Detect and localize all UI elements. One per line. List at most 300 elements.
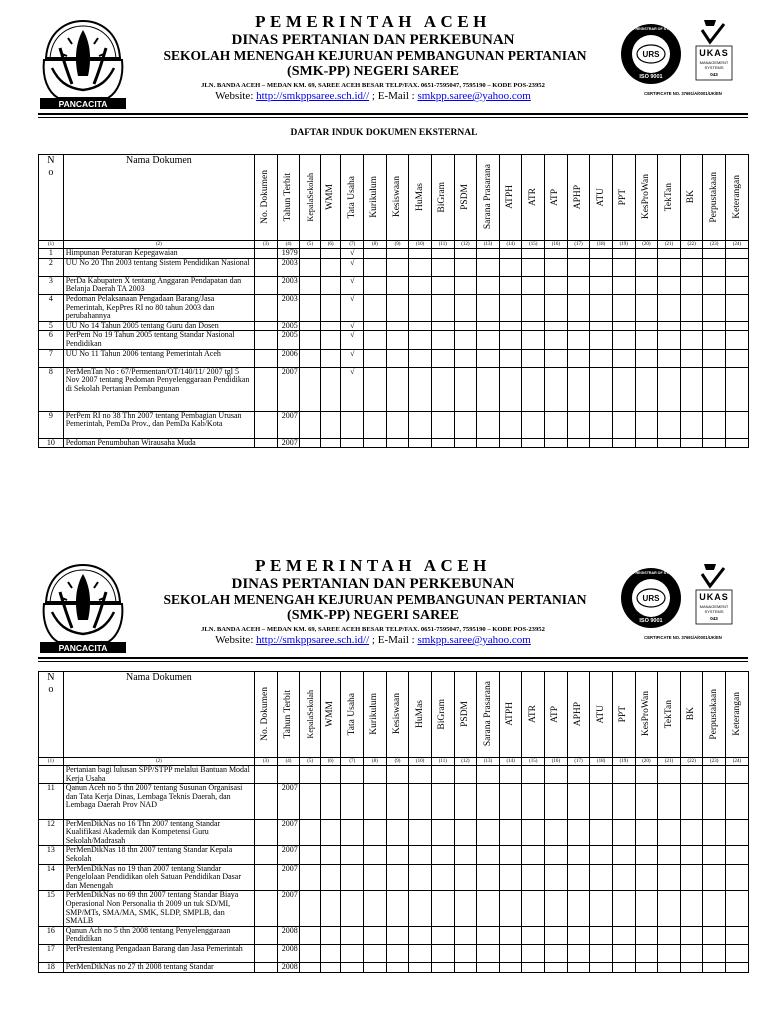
table-cell	[255, 784, 278, 819]
email-link[interactable]: smkpp.saree@yahoo.com	[417, 90, 531, 102]
table-cell	[364, 891, 387, 926]
column-header-no-dokumen: No. Dokumen	[255, 672, 278, 758]
table-cell	[454, 963, 477, 973]
column-header-kepalasekolah: KepalaSekolah	[300, 672, 321, 758]
column-number: (18)	[590, 758, 613, 766]
table-cell	[300, 321, 321, 331]
table-cell	[409, 944, 432, 962]
pancacita-logo-icon	[38, 18, 128, 110]
row-number	[39, 766, 64, 784]
column-number: (7)	[341, 241, 364, 249]
table-cell	[477, 438, 500, 448]
school-short-name: (SMK-PP) NEGERI SAREE	[287, 64, 459, 79]
table-cell	[320, 864, 341, 891]
table-cell	[726, 294, 749, 321]
table-cell	[409, 276, 432, 294]
table-cell	[703, 891, 726, 926]
table-cell	[567, 944, 590, 962]
table-cell	[567, 864, 590, 891]
column-number: (22)	[680, 241, 703, 249]
table-cell	[703, 331, 726, 349]
tata-usaha-cell	[341, 411, 364, 438]
table-cell	[499, 819, 522, 846]
document-name: PerDa Kabupaten X tentang Anggaran Pendapatan dan Belanja Daerah TA 2003	[63, 276, 254, 294]
table-cell	[726, 784, 749, 819]
table-cell	[300, 944, 321, 962]
document-name: Qanun Ach no 5 thn 2008 tentang Penyelenggaraan Pendidikan	[63, 926, 254, 944]
column-number: (12)	[454, 241, 477, 249]
table-cell	[320, 349, 341, 367]
table-cell	[477, 349, 500, 367]
column-header-kurikulum: Kurikulum	[364, 155, 387, 241]
column-number: (8)	[364, 241, 387, 249]
table-cell	[431, 249, 454, 259]
table-cell	[726, 349, 749, 367]
table-cell	[431, 819, 454, 846]
table-row	[39, 819, 749, 846]
table-cell	[703, 864, 726, 891]
letterhead-rule	[38, 657, 748, 662]
column-number: (5)	[300, 241, 321, 249]
table-cell	[658, 438, 681, 448]
table-cell	[545, 784, 568, 819]
website-link[interactable]: http://smkppsaree.sch.id//	[256, 90, 370, 102]
table-cell	[658, 258, 681, 276]
year-published: 2007	[277, 891, 300, 926]
tata-usaha-cell	[341, 331, 364, 349]
table-cell	[612, 963, 635, 973]
table-cell	[255, 321, 278, 331]
table-cell	[635, 294, 658, 321]
column-number: (21)	[658, 758, 681, 766]
check-mark-icon: √	[350, 293, 355, 303]
check-mark-icon: √	[350, 348, 355, 358]
table-cell	[386, 891, 409, 926]
table-cell	[522, 411, 545, 438]
table-cell	[409, 784, 432, 819]
svg-text:ISO 9001: ISO 9001	[639, 74, 663, 80]
column-header-tata-usaha: Tata Usaha	[341, 672, 364, 758]
column-header-humas: HuMas	[409, 672, 432, 758]
column-header-atr: ATR	[522, 155, 545, 241]
table-cell	[703, 258, 726, 276]
table-cell	[300, 766, 321, 784]
table-cell	[477, 331, 500, 349]
table-cell	[477, 294, 500, 321]
table-cell	[431, 367, 454, 411]
table-cell	[522, 963, 545, 973]
row-number: 13	[39, 846, 64, 864]
row-number: 11	[39, 784, 64, 819]
table-cell	[612, 891, 635, 926]
table-cell	[454, 766, 477, 784]
table-cell	[703, 846, 726, 864]
table-cell	[635, 258, 658, 276]
table-cell	[454, 784, 477, 819]
table-cell	[590, 766, 613, 784]
table-row	[39, 944, 749, 962]
table-cell	[431, 321, 454, 331]
table-cell	[658, 864, 681, 891]
table-cell	[255, 819, 278, 846]
table-cell	[409, 766, 432, 784]
table-cell	[320, 766, 341, 784]
table-cell	[703, 963, 726, 973]
table-cell	[454, 411, 477, 438]
year-published: 2007	[277, 846, 300, 864]
column-number: (8)	[364, 758, 387, 766]
table-row	[39, 276, 749, 294]
table-cell	[612, 784, 635, 819]
table-cell	[612, 846, 635, 864]
column-number: (4)	[277, 758, 300, 766]
table-cell	[522, 891, 545, 926]
row-number: 4	[39, 294, 64, 321]
year-published: 2003	[277, 294, 300, 321]
table-cell	[431, 411, 454, 438]
table-cell	[364, 864, 387, 891]
table-cell	[454, 249, 477, 259]
table-cell	[545, 766, 568, 784]
table-cell	[499, 944, 522, 962]
table-cell	[320, 294, 341, 321]
svg-text:URS: URS	[642, 594, 660, 603]
table-cell	[545, 349, 568, 367]
column-header-keterangan: Keterangan	[726, 155, 749, 241]
row-number: 17	[39, 944, 64, 962]
table-cell	[522, 784, 545, 819]
table-cell	[522, 819, 545, 846]
table-cell	[567, 926, 590, 944]
table-cell	[680, 819, 703, 846]
table-cell	[477, 784, 500, 819]
column-number: (13)	[477, 758, 500, 766]
column-number: (17)	[567, 241, 590, 249]
table-cell	[320, 819, 341, 846]
column-header-humas: HuMas	[409, 155, 432, 241]
table-cell	[364, 349, 387, 367]
check-mark-icon: √	[350, 366, 355, 376]
table-cell	[703, 944, 726, 962]
website-link[interactable]: http://smkppsaree.sch.id//	[256, 634, 370, 646]
column-number: (21)	[658, 241, 681, 249]
tata-usaha-cell	[341, 963, 364, 973]
table-cell	[454, 331, 477, 349]
table-cell	[454, 819, 477, 846]
table-cell	[300, 276, 321, 294]
table-cell	[680, 846, 703, 864]
column-header-atu: ATU	[590, 672, 613, 758]
table-cell	[255, 891, 278, 926]
column-number: (6)	[320, 241, 341, 249]
letterhead	[0, 556, 768, 652]
row-number: 1	[39, 249, 64, 259]
table-cell	[658, 891, 681, 926]
table-cell	[364, 819, 387, 846]
column-header-bk: BK	[680, 672, 703, 758]
table-cell	[431, 349, 454, 367]
table-cell	[255, 258, 278, 276]
svg-text:ISO 9001: ISO 9001	[639, 618, 663, 624]
header-row	[39, 672, 749, 758]
table-cell	[320, 411, 341, 438]
document-name: PerMenDikNas no 19 than 2007 tentang Standar Pengelolaan Pendidikan oleh Satuan Pendidikan Dasar dan Menengah	[63, 864, 254, 891]
document-name: Pertanian bagi lulusan SPP/STPP melalui Bantuan Modal Kerja Usaha	[63, 766, 254, 784]
table-cell	[590, 249, 613, 259]
svg-text:CERTIFICATE NO. 37691/A/0001/U: CERTIFICATE NO. 37691/A/0001/UK/EN	[644, 635, 722, 640]
table-cell	[658, 367, 681, 411]
table-cell	[612, 926, 635, 944]
column-header-kesiswaan: Kesiswaan	[386, 155, 409, 241]
year-published: 2006	[277, 349, 300, 367]
column-header-tahun-terbit: Tahun Terbit	[277, 672, 300, 758]
document-name: Pedoman Penumbuhan Wirausaha Muda	[63, 438, 254, 448]
table-row	[39, 331, 749, 349]
tata-usaha-cell	[341, 349, 364, 367]
table-cell	[567, 963, 590, 973]
column-number: (13)	[477, 241, 500, 249]
column-header-tektan: TekTan	[658, 672, 681, 758]
column-number: (3)	[255, 758, 278, 766]
column-number: (14)	[499, 241, 522, 249]
check-mark-icon: √	[350, 248, 355, 257]
table-cell	[703, 367, 726, 411]
table-cell	[499, 349, 522, 367]
table-cell	[386, 331, 409, 349]
table-cell	[680, 349, 703, 367]
tata-usaha-cell	[341, 819, 364, 846]
table-cell	[255, 331, 278, 349]
table-cell	[499, 784, 522, 819]
year-published: 2008	[277, 963, 300, 973]
table-cell	[522, 321, 545, 331]
table-cell	[545, 367, 568, 411]
table-cell	[431, 438, 454, 448]
column-header-kesprowan: KesProWan	[635, 155, 658, 241]
year-published: 2005	[277, 321, 300, 331]
table-cell	[703, 321, 726, 331]
column-header-wmm: WMM	[320, 155, 341, 241]
row-number: 2	[39, 258, 64, 276]
column-number: (12)	[454, 758, 477, 766]
svg-text:SYSTEMS: SYSTEMS	[704, 65, 724, 70]
table-cell	[364, 249, 387, 259]
tata-usaha-cell	[341, 438, 364, 448]
table-cell	[612, 411, 635, 438]
table-cell	[255, 294, 278, 321]
table-cell	[612, 349, 635, 367]
table-cell	[567, 367, 590, 411]
email-link[interactable]: smkpp.saree@yahoo.com	[417, 634, 531, 646]
table-cell	[386, 944, 409, 962]
department-name: DINAS PERTANIAN DAN PERKEBUNAN	[231, 576, 515, 592]
table-cell	[364, 784, 387, 819]
table-cell	[320, 276, 341, 294]
table-cell	[300, 367, 321, 411]
table-cell	[409, 321, 432, 331]
document-table-page-1	[38, 154, 749, 448]
column-number: (11)	[431, 241, 454, 249]
table-cell	[635, 784, 658, 819]
table-cell	[590, 331, 613, 349]
table-cell	[386, 258, 409, 276]
column-header-nama-dokumen: Nama Dokumen	[63, 155, 254, 241]
table-cell	[726, 846, 749, 864]
column-number: (23)	[703, 758, 726, 766]
table-cell	[320, 367, 341, 411]
contact-line: Website: http://smkppsaree.sch.id// ; E-Mail : smkpp.saree@yahoo.com	[215, 634, 531, 646]
table-cell	[255, 411, 278, 438]
table-row	[39, 926, 749, 944]
table-cell	[477, 891, 500, 926]
table-cell	[499, 331, 522, 349]
column-number: (10)	[409, 241, 432, 249]
certification-badge-icon	[618, 560, 748, 646]
table-cell	[567, 321, 590, 331]
table-cell	[364, 331, 387, 349]
table-cell	[658, 784, 681, 819]
table-cell	[499, 249, 522, 259]
table-cell	[386, 864, 409, 891]
table-cell	[680, 944, 703, 962]
column-number: (18)	[590, 241, 613, 249]
table-cell	[635, 438, 658, 448]
table-cell	[703, 766, 726, 784]
table-cell	[522, 438, 545, 448]
table-cell	[545, 438, 568, 448]
table-cell	[590, 294, 613, 321]
table-cell	[658, 331, 681, 349]
table-row	[39, 411, 749, 438]
column-header-bk: BK	[680, 155, 703, 241]
column-header-atp: ATP	[545, 155, 568, 241]
column-header-tata-usaha: Tata Usaha	[341, 155, 364, 241]
table-cell	[680, 276, 703, 294]
column-number: (4)	[277, 241, 300, 249]
certification-badge-icon	[618, 16, 748, 102]
column-header-kesiswaan: Kesiswaan	[386, 672, 409, 758]
column-number: (20)	[635, 758, 658, 766]
svg-text:MANAGEMENT: MANAGEMENT	[699, 604, 729, 609]
table-cell	[545, 846, 568, 864]
table-cell	[658, 349, 681, 367]
year-published: 2007	[277, 784, 300, 819]
table-cell	[499, 438, 522, 448]
table-cell	[320, 321, 341, 331]
table-cell	[545, 258, 568, 276]
tata-usaha-cell	[341, 891, 364, 926]
year-published: 2005	[277, 331, 300, 349]
table-cell	[590, 944, 613, 962]
table-cell	[386, 294, 409, 321]
table-cell	[499, 864, 522, 891]
column-header-psdm: PSDM	[454, 672, 477, 758]
table-cell	[612, 864, 635, 891]
table-cell	[477, 819, 500, 846]
column-header-kesprowan: KesProWan	[635, 672, 658, 758]
column-number: (17)	[567, 758, 590, 766]
table-cell	[477, 963, 500, 973]
document-name: Himpunan Peraturan Kepegawaian	[63, 249, 254, 259]
table-cell	[612, 367, 635, 411]
table-cell	[590, 367, 613, 411]
row-number: 12	[39, 819, 64, 846]
table-row	[39, 846, 749, 864]
column-number: (19)	[612, 241, 635, 249]
svg-text:UKAS: UKAS	[699, 592, 729, 602]
document-name: Qanun Aceh no 5 thn 2007 tentang Susunan Organisasi dan Tata Kerja Dinas, Lembaga Teknis Daerah, dan Lembaga Daerah Prov NAD	[63, 784, 254, 819]
table-cell	[409, 258, 432, 276]
column-header-no: No	[39, 155, 64, 241]
svg-text:CERTIFICATE NO. 37691/A/0001/U: CERTIFICATE NO. 37691/A/0001/UK/EN	[644, 91, 722, 96]
table-cell	[431, 891, 454, 926]
table-cell	[703, 784, 726, 819]
year-published: 2008	[277, 926, 300, 944]
table-cell	[545, 963, 568, 973]
table-cell	[454, 891, 477, 926]
table-cell	[454, 276, 477, 294]
check-mark-icon: √	[350, 257, 355, 267]
table-cell	[300, 784, 321, 819]
table-cell	[386, 249, 409, 259]
table-cell	[320, 891, 341, 926]
table-cell	[680, 926, 703, 944]
logo-caption: PANCACITA	[58, 99, 108, 109]
table-cell	[255, 944, 278, 962]
table-cell	[680, 411, 703, 438]
table-cell	[431, 276, 454, 294]
table-cell	[522, 258, 545, 276]
table-cell	[590, 926, 613, 944]
row-number: 5	[39, 321, 64, 331]
table-cell	[320, 331, 341, 349]
column-number: (15)	[522, 758, 545, 766]
school-short-name: (SMK-PP) NEGERI SAREE	[287, 608, 459, 623]
table-cell	[477, 258, 500, 276]
table-cell	[680, 249, 703, 259]
table-cell	[364, 276, 387, 294]
table-cell	[454, 367, 477, 411]
document-page-1	[0, 12, 768, 447]
svg-text:043: 043	[710, 616, 718, 621]
column-number: (1)	[39, 758, 64, 766]
table-cell	[680, 784, 703, 819]
column-header-aphp: APHP	[567, 672, 590, 758]
row-number: 9	[39, 411, 64, 438]
table-cell	[364, 963, 387, 973]
table-cell	[612, 321, 635, 331]
column-number: (9)	[386, 241, 409, 249]
table-cell	[590, 864, 613, 891]
table-cell	[635, 276, 658, 294]
table-cell	[454, 944, 477, 962]
column-number: (10)	[409, 758, 432, 766]
table-cell	[522, 846, 545, 864]
table-row	[39, 438, 749, 448]
table-cell	[409, 367, 432, 411]
table-cell	[477, 321, 500, 331]
document-title: DAFTAR INDUK DOKUMEN EKSTERNAL	[290, 128, 478, 138]
letterhead-rule	[38, 113, 748, 118]
column-number: (20)	[635, 241, 658, 249]
table-cell	[477, 766, 500, 784]
table-cell	[255, 249, 278, 259]
table-cell	[454, 438, 477, 448]
column-header-psdm: PSDM	[454, 155, 477, 241]
table-cell	[320, 249, 341, 259]
table-cell	[300, 926, 321, 944]
svg-text:MANAGEMENT: MANAGEMENT	[699, 60, 729, 65]
